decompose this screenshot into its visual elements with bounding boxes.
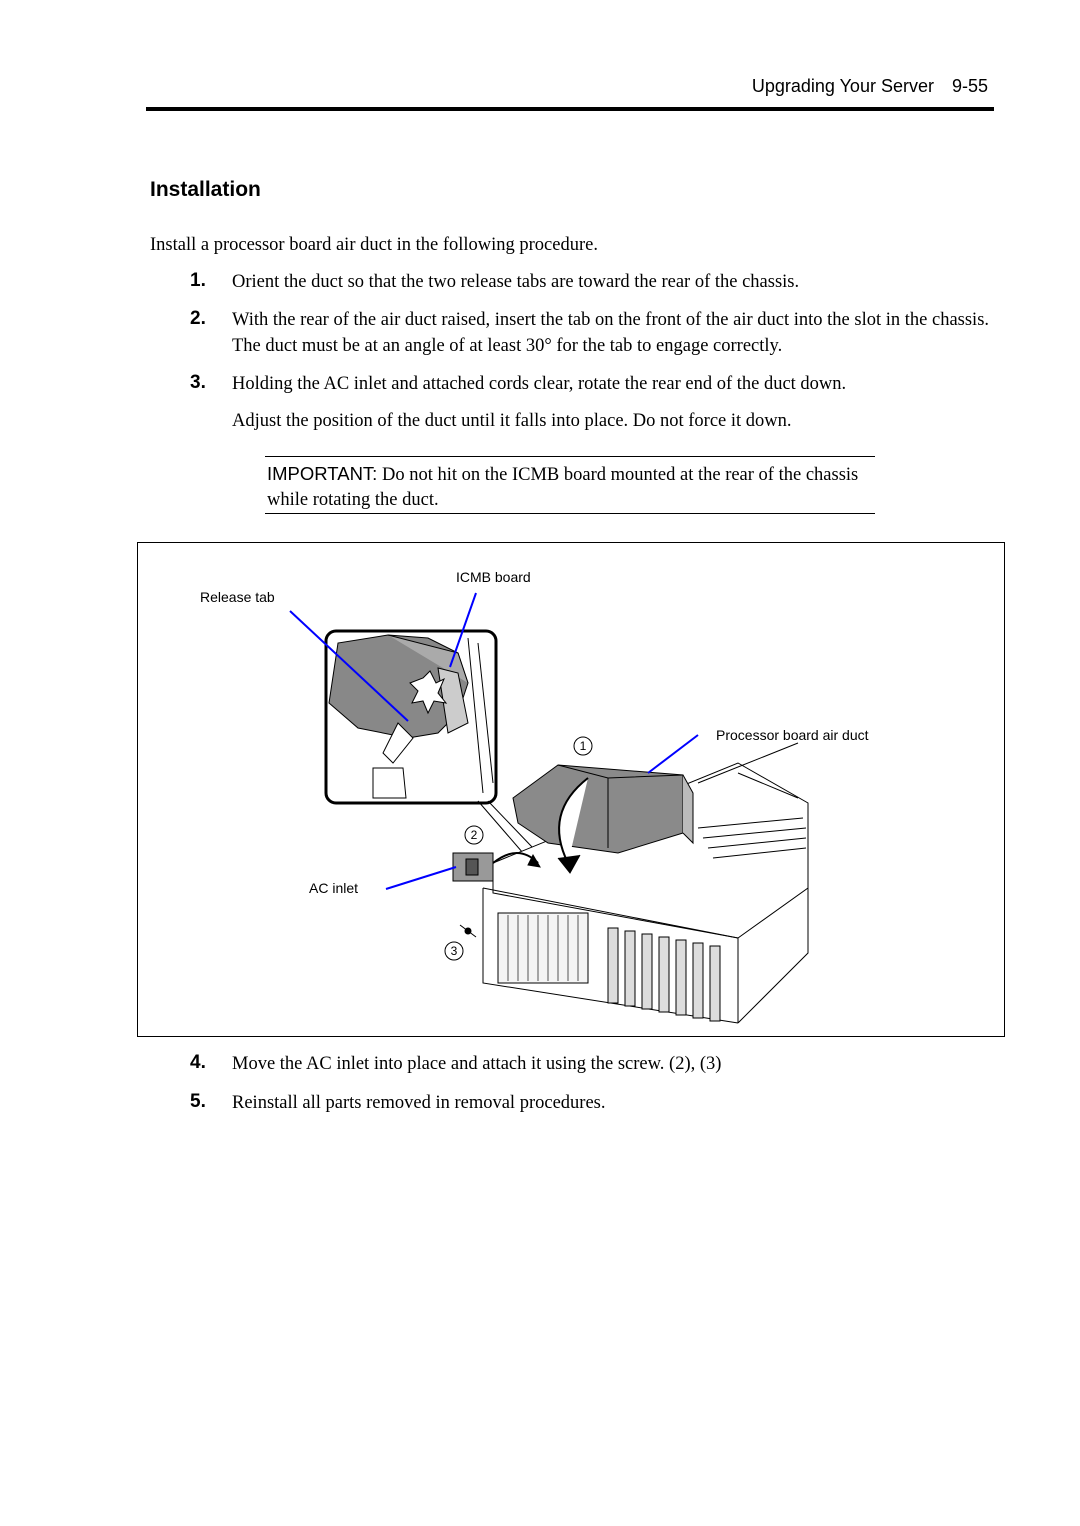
step-text: Holding the AC inlet and attached cords clear, rotate the rear end of the duct down. [232,374,847,394]
step-number: 3. [190,372,206,393]
running-head [752,76,988,97]
label-processor-board-air-duct: Processor board air duct [716,727,869,743]
step-number: 5. [190,1091,206,1112]
important-note [265,456,875,514]
step-number: 4. [190,1052,206,1073]
page-number: 9-55 [951,76,988,96]
installation-figure [137,542,1005,1037]
step-text: Reinstall all parts removed in removal procedures. [232,1093,606,1113]
step-text: Orient the duct so that the two release tabs are toward the rear of the chassis. [232,272,800,292]
callout-1: 1 [579,739,587,753]
air-duct [513,765,683,853]
label-release-tab: Release tab [200,589,275,605]
duct-installation-illustration [138,543,1004,1036]
leader-air-duct [648,735,698,773]
step-text: With the rear of the air duct raised, insert the tab on the front of the air duct into the slot in the chassis. The duct must be at an angle of at least 30° for the tab to engage correctly. [232,310,990,356]
rear-vent-grille [498,913,588,983]
important-label: IMPORTANT: [267,463,378,484]
step-text: Adjust the position of the duct until it falls into place. Do not force it down. [232,411,792,431]
intro-paragraph: Install a processor board air duct in the following procedure. [150,235,598,255]
important-text [267,461,875,513]
running-head-section: Upgrading Your Server [751,76,934,96]
label-ac-inlet: AC inlet [309,880,359,896]
section-title: Installation [150,178,261,201]
label-icmb-board: ICMB board [456,569,531,585]
leader-ac-inlet [386,867,456,889]
step-number: 2. [190,308,206,329]
important-body: Do not hit on the ICMB board mounted at the rear of the chassis while rotating the duct. [267,465,859,510]
step-text: Move the AC inlet into place and attach it using the screw. (2), (3) [232,1054,722,1074]
callout-2: 2 [470,828,478,842]
callout-3: 3 [450,944,458,958]
screw [460,925,476,937]
step-number: 1. [190,270,206,291]
header-rule [146,107,994,111]
expansion-slots [608,928,720,1021]
